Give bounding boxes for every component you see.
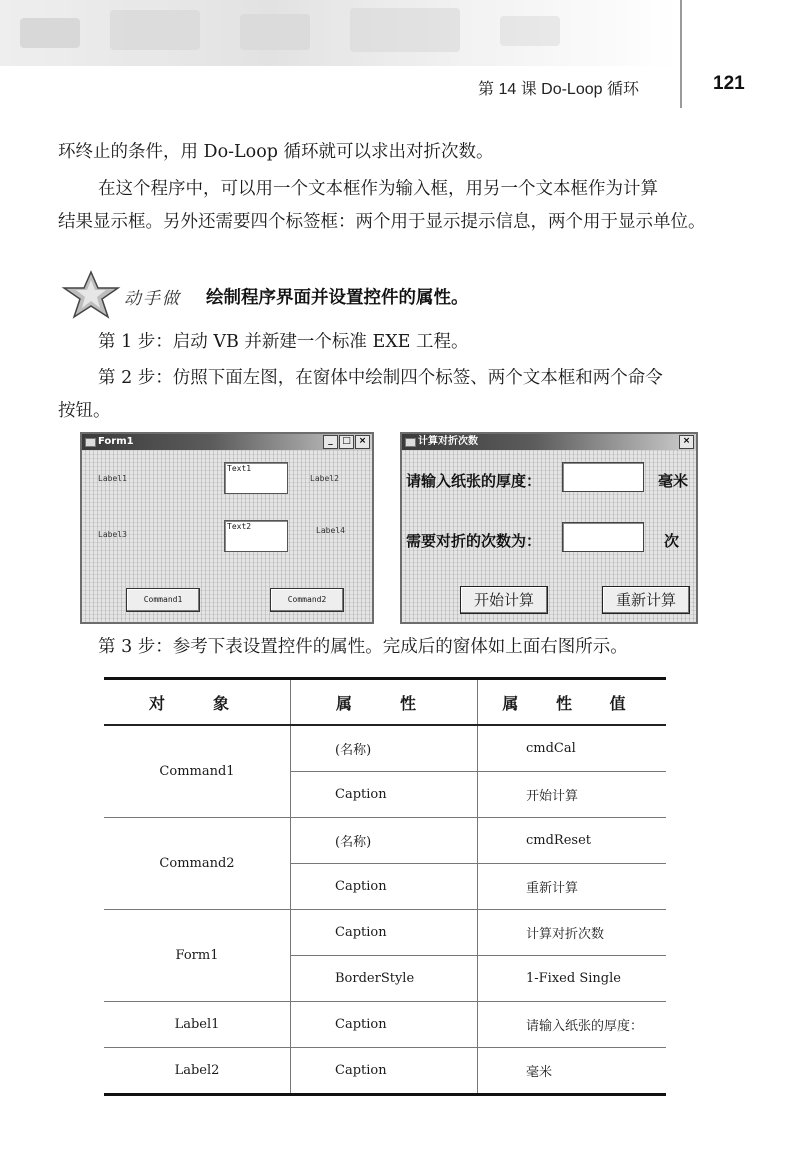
star-icon [60, 270, 122, 320]
table-row [104, 910, 666, 956]
step-2-continued: 按钮。 [58, 401, 111, 421]
minimize-button[interactable]: _ [323, 435, 338, 449]
close-button[interactable]: × [355, 435, 370, 449]
value-cell: 计算对折次数 [478, 910, 667, 956]
form-icon [85, 438, 96, 447]
reset-calc-button[interactable]: 重新计算 [602, 586, 690, 614]
table-row [104, 1002, 666, 1048]
activity-label: 动手做 [124, 289, 181, 309]
window-controls [323, 435, 370, 449]
property-cell: Caption [291, 910, 478, 956]
fold-count-prompt: 需要对折的次数为： [406, 532, 542, 550]
object-cell: Form1 [104, 910, 291, 1002]
calc-titlebar [402, 434, 696, 450]
text2[interactable]: Text2 [224, 520, 288, 552]
fold-count-unit: 次 [664, 532, 680, 550]
paragraph-2: 在这个程序中，可以用一个文本框作为输入框，用另一个文本框作为计算 [98, 179, 658, 199]
form1-design-window [80, 432, 374, 624]
object-cell: Label1 [104, 1002, 291, 1048]
fold-count-output[interactable] [562, 522, 644, 552]
property-cell: (名称) [291, 818, 478, 864]
form1-titlebar [82, 434, 372, 450]
step-3: 第 3 步：参考下表设置控件的属性。完成后的窗体如上面右图所示。 [98, 637, 628, 657]
value-cell: 请输入纸张的厚度： [478, 1002, 667, 1048]
command2-button[interactable]: Command2 [270, 588, 344, 612]
activity-title: 绘制程序界面并设置控件的属性。 [206, 288, 469, 308]
header-object: 对 象 [104, 679, 291, 726]
property-cell: BorderStyle [291, 956, 478, 1002]
window-controls [679, 435, 694, 449]
value-cell: 开始计算 [478, 772, 667, 818]
table-header-row [104, 679, 666, 726]
maximize-button[interactable]: □ [339, 435, 354, 449]
label3[interactable]: Label3 [98, 530, 127, 539]
table-row [104, 1048, 666, 1095]
thickness-input[interactable] [562, 462, 644, 492]
calc-window-title: 计算对折次数 [418, 436, 478, 447]
table-row [104, 818, 666, 864]
property-cell: Caption [291, 1002, 478, 1048]
object-cell: Label2 [104, 1048, 291, 1095]
header-property: 属 性 [291, 679, 478, 726]
header-decoration [0, 0, 680, 66]
form1-title: Form1 [98, 436, 134, 447]
property-cell: (名称) [291, 725, 478, 772]
header-divider [680, 0, 682, 108]
step-2: 第 2 步：仿照下面左图，在窗体中绘制四个标签、两个文本框和两个命令 [98, 368, 663, 388]
label4[interactable]: Label4 [316, 526, 345, 535]
label1[interactable]: Label1 [98, 474, 127, 483]
text1[interactable]: Text1 [224, 462, 288, 494]
value-cell: cmdReset [478, 818, 667, 864]
thickness-unit: 毫米 [658, 472, 689, 490]
activity-heading [60, 270, 660, 320]
start-calc-button[interactable]: 开始计算 [460, 586, 548, 614]
object-cell: Command2 [104, 818, 291, 910]
calc-fold-window [400, 432, 698, 624]
properties-table [104, 677, 666, 1096]
paragraph-2-continued: 结果显示框。另外还需要四个标签框：两个用于显示提示信息，两个用于显示单位。 [58, 212, 706, 232]
form-icon [405, 438, 416, 447]
property-cell: Caption [291, 1048, 478, 1095]
property-cell: Caption [291, 772, 478, 818]
page-number: 121 [713, 73, 745, 94]
command1-button[interactable]: Command1 [126, 588, 200, 612]
lesson-title: 第 14 课 Do-Loop 循环 [478, 81, 639, 98]
object-cell: Command1 [104, 725, 291, 818]
close-button[interactable]: × [679, 435, 694, 449]
value-cell: 1-Fixed Single [478, 956, 667, 1002]
property-cell: Caption [291, 864, 478, 910]
paragraph-1: 环终止的条件，用 Do-Loop 循环就可以求出对折次数。 [58, 142, 494, 162]
label2[interactable]: Label2 [310, 474, 339, 483]
value-cell: cmdCal [478, 725, 667, 772]
thickness-prompt: 请输入纸张的厚度： [406, 472, 542, 490]
value-cell: 毫米 [478, 1048, 667, 1095]
table-row [104, 725, 666, 772]
step-1: 第 1 步：启动 VB 并新建一个标准 EXE 工程。 [98, 332, 469, 352]
header-value: 属 性 值 [478, 679, 667, 726]
value-cell: 重新计算 [478, 864, 667, 910]
